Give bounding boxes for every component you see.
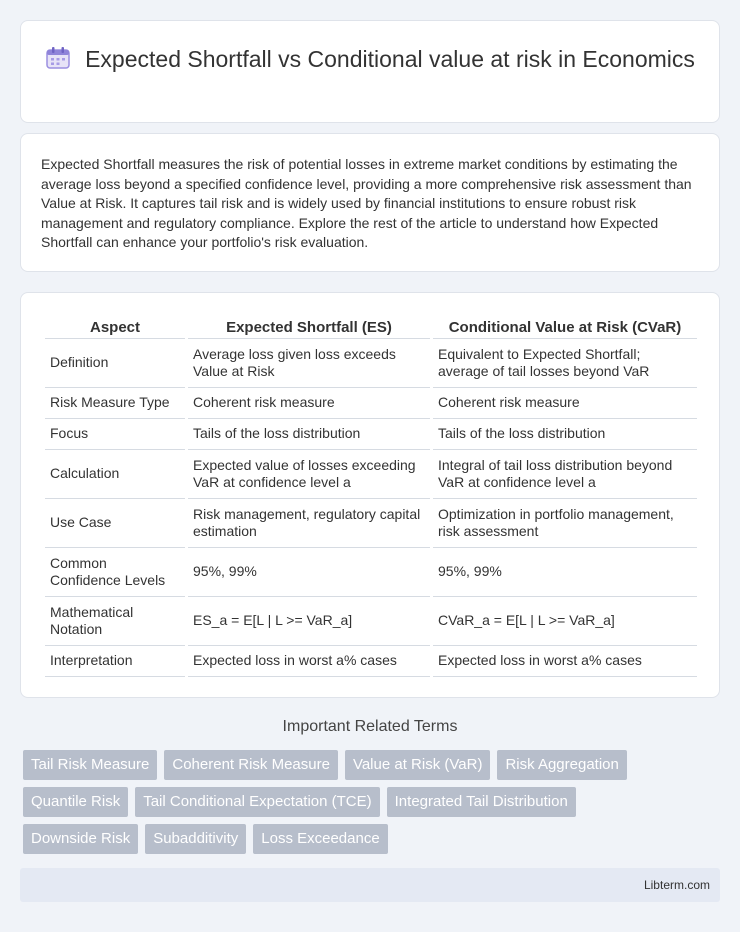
row-aspect: Use Case xyxy=(45,499,185,548)
table-row xyxy=(45,419,697,450)
row-es-value: Expected value of losses exceeding VaR at confidence level a xyxy=(188,450,430,499)
row-aspect: Mathematical Notation xyxy=(45,597,185,646)
related-terms-title: Important Related Terms xyxy=(282,718,458,735)
row-aspect: Focus xyxy=(45,419,185,450)
header-expected-shortfall: Expected Shortfall (ES) xyxy=(188,313,430,339)
intro-card xyxy=(20,133,720,272)
tag-subadditivity[interactable]: Subadditivity xyxy=(145,824,246,854)
calendar-icon xyxy=(45,46,71,70)
row-cvar-value: Integral of tail loss distribution beyond VaR at confidence level a xyxy=(433,450,697,499)
tag-tail-risk-measure[interactable]: Tail Risk Measure xyxy=(23,750,157,780)
page-title-text: Expected Shortfall vs Conditional value at risk in Economics xyxy=(85,46,695,72)
page-title xyxy=(21,45,719,74)
table-row xyxy=(45,597,697,646)
row-aspect: Risk Measure Type xyxy=(45,388,185,419)
row-cvar-value: 95%, 99% xyxy=(433,548,697,597)
row-es-value: Average loss given loss exceeds Value at Risk xyxy=(188,339,430,388)
table-row xyxy=(45,548,697,597)
table-row xyxy=(45,646,697,677)
row-es-value: ES_a = E[L | L >= VaR_a] xyxy=(188,597,430,646)
row-cvar-value: Equivalent to Expected Shortfall; average of tail losses beyond VaR xyxy=(433,339,697,388)
table-row xyxy=(45,339,697,388)
header-cvar: Conditional Value at Risk (CVaR) xyxy=(433,313,697,339)
header-aspect: Aspect xyxy=(45,313,185,339)
comparison-table xyxy=(42,313,700,677)
tag-coherent-risk-measure[interactable]: Coherent Risk Measure xyxy=(164,750,338,780)
tag-risk-aggregation[interactable]: Risk Aggregation xyxy=(497,750,626,780)
tag-tail-conditional-expectation[interactable]: Tail Conditional Expectation (TCE) xyxy=(135,787,379,817)
table-row xyxy=(45,388,697,419)
row-aspect: Definition xyxy=(45,339,185,388)
tag-loss-exceedance[interactable]: Loss Exceedance xyxy=(253,824,387,854)
row-es-value: 95%, 99% xyxy=(188,548,430,597)
tag-quantile-risk[interactable]: Quantile Risk xyxy=(23,787,128,817)
table-row xyxy=(45,499,697,548)
table-row xyxy=(45,450,697,499)
row-es-value: Tails of the loss distribution xyxy=(188,419,430,450)
row-aspect: Interpretation xyxy=(45,646,185,677)
row-es-value: Coherent risk measure xyxy=(188,388,430,419)
related-terms-list xyxy=(23,750,663,861)
tag-integrated-tail-distribution[interactable]: Integrated Tail Distribution xyxy=(387,787,576,817)
row-cvar-value: Coherent risk measure xyxy=(433,388,697,419)
footer-site-link[interactable]: Libterm.com xyxy=(643,878,710,892)
footer xyxy=(20,868,720,902)
table-header-row xyxy=(45,313,697,339)
row-es-value: Risk management, regulatory capital estimation xyxy=(188,499,430,548)
title-card xyxy=(20,20,720,123)
tag-value-at-risk[interactable]: Value at Risk (VaR) xyxy=(345,750,491,780)
comparison-table-card xyxy=(20,292,720,698)
row-cvar-value: CVaR_a = E[L | L >= VaR_a] xyxy=(433,597,697,646)
row-es-value: Expected loss in worst a% cases xyxy=(188,646,430,677)
row-aspect: Calculation xyxy=(45,450,185,499)
row-cvar-value: Optimization in portfolio management, risk assessment xyxy=(433,499,697,548)
intro-paragraph: Expected Shortfall measures the risk of potential losses in extreme market conditions by estimating the average loss beyond a specified confidence level, providing a more comprehensive risk assessment than Value at Risk. It captures tail risk and is widely used by financial institutions to ensure robust risk management and regulatory compliance. Explore the rest of the article to understand how Expected Shortfall can enhance your portfolio's risk evaluation. xyxy=(41,156,692,251)
row-cvar-value: Expected loss in worst a% cases xyxy=(433,646,697,677)
row-aspect: Common Confidence Levels xyxy=(45,548,185,597)
tag-downside-risk[interactable]: Downside Risk xyxy=(23,824,138,854)
row-cvar-value: Tails of the loss distribution xyxy=(433,419,697,450)
